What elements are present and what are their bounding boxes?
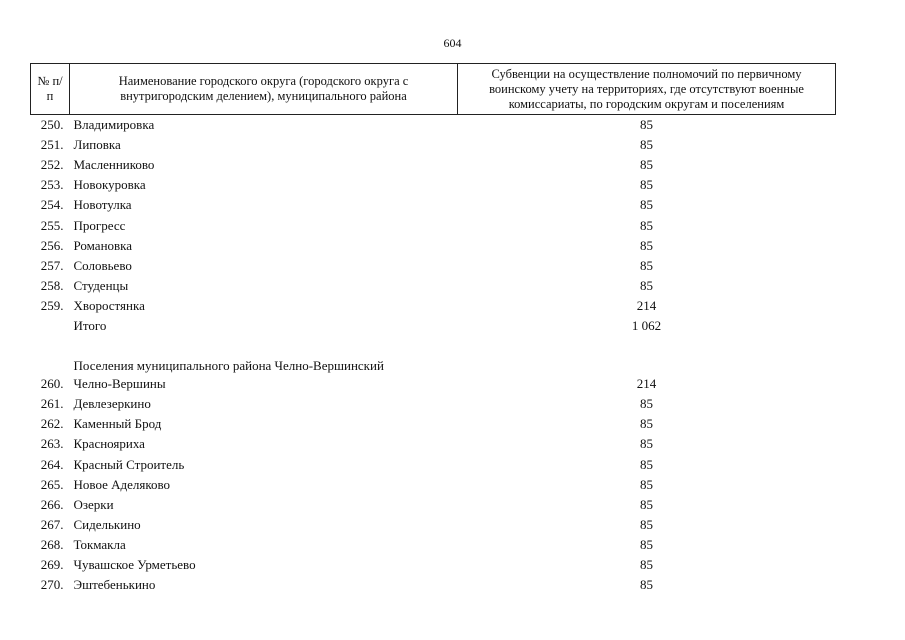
row-number: 251. bbox=[40, 137, 64, 153]
row-number: 254. bbox=[40, 197, 64, 213]
row-value: 85 bbox=[640, 556, 653, 572]
row-name: Липовка bbox=[73, 137, 121, 153]
table-header bbox=[31, 64, 836, 115]
row-value: 85 bbox=[640, 436, 653, 452]
table-row bbox=[31, 535, 836, 555]
row-value bbox=[458, 336, 836, 374]
subventions-table bbox=[30, 63, 836, 595]
row-number: 250. bbox=[40, 117, 64, 133]
row-value: 85 bbox=[640, 237, 653, 253]
row-value: 214 bbox=[636, 297, 657, 313]
row-value: 85 bbox=[640, 396, 653, 412]
table-row bbox=[31, 394, 836, 414]
row-number: 266. bbox=[40, 496, 64, 512]
table-row bbox=[31, 374, 836, 394]
row-number: 264. bbox=[40, 456, 64, 472]
table-row bbox=[31, 515, 836, 535]
row-name: Масленниково bbox=[73, 157, 155, 173]
row-number: 265. bbox=[40, 476, 64, 492]
row-value: 85 bbox=[640, 476, 653, 492]
row-value: 85 bbox=[640, 257, 653, 273]
row-number: 260. bbox=[40, 376, 64, 392]
row-name: Хворостянка bbox=[73, 297, 145, 313]
row-number: 257. bbox=[40, 257, 64, 273]
row-number: 267. bbox=[40, 516, 64, 532]
row-name: Соловьево bbox=[73, 257, 132, 273]
row-value: 85 bbox=[640, 137, 653, 153]
table-row bbox=[31, 296, 836, 316]
row-value: 1 062 bbox=[631, 318, 662, 334]
table-row bbox=[31, 475, 836, 495]
row-value: 85 bbox=[640, 577, 653, 593]
table-row bbox=[31, 276, 836, 296]
row-value: 214 bbox=[636, 376, 657, 392]
table-row bbox=[31, 495, 836, 515]
table-row bbox=[31, 215, 836, 235]
row-number: 263. bbox=[40, 436, 64, 452]
table-row bbox=[31, 434, 836, 454]
row-value: 85 bbox=[640, 177, 653, 193]
row-name: Краснояриха bbox=[73, 436, 145, 452]
row-name: Романовка bbox=[73, 237, 133, 253]
row-value: 85 bbox=[640, 516, 653, 532]
row-number: 270. bbox=[40, 577, 64, 593]
row-name: Челно-Вершины bbox=[73, 376, 166, 392]
header-name: Наименование городского округа (городского округа с внутригородским делением), муниципального района bbox=[70, 64, 458, 115]
row-name: Новое Аделяково bbox=[73, 476, 171, 492]
row-number: 256. bbox=[40, 237, 64, 253]
table-row bbox=[31, 195, 836, 215]
table-row bbox=[31, 256, 836, 276]
row-name: Чувашское Урметьево bbox=[73, 556, 196, 572]
row-number: 262. bbox=[40, 416, 64, 432]
page-number: 604 bbox=[443, 36, 462, 50]
row-name: Итого bbox=[73, 318, 107, 334]
row-value: 85 bbox=[640, 277, 653, 293]
table-body bbox=[31, 115, 836, 596]
row-number bbox=[31, 316, 70, 336]
row-name: Сиделькино bbox=[73, 516, 141, 532]
row-name: Новотулка bbox=[73, 197, 132, 213]
row-name: Прогресс bbox=[73, 217, 126, 233]
row-number: 253. bbox=[40, 177, 64, 193]
row-name: Каменный Брод bbox=[73, 416, 162, 432]
table-row bbox=[31, 316, 836, 336]
row-name: Токмакла bbox=[73, 536, 126, 552]
row-value: 85 bbox=[640, 456, 653, 472]
row-number bbox=[31, 336, 70, 374]
row-number: 252. bbox=[40, 157, 64, 173]
table-row bbox=[31, 135, 836, 155]
row-value: 85 bbox=[640, 117, 653, 133]
row-value: 85 bbox=[640, 416, 653, 432]
table-row bbox=[31, 155, 836, 175]
header-num: № п/п bbox=[31, 64, 70, 115]
row-name: Эштебенькино bbox=[73, 577, 156, 593]
table-row bbox=[31, 575, 836, 595]
table-row bbox=[31, 115, 836, 136]
row-number: 255. bbox=[40, 217, 64, 233]
row-value: 85 bbox=[640, 197, 653, 213]
row-name: Красный Строитель bbox=[73, 456, 185, 472]
table-row bbox=[31, 555, 836, 575]
row-name: Владимировка bbox=[73, 117, 155, 133]
row-value: 85 bbox=[640, 536, 653, 552]
row-name: Студенцы bbox=[73, 277, 129, 293]
table-row bbox=[31, 236, 836, 256]
row-value: 85 bbox=[640, 157, 653, 173]
row-number: 269. bbox=[40, 556, 64, 572]
row-number: 259. bbox=[40, 297, 64, 313]
row-name: Поселения муниципального района Челно-Вершинский bbox=[73, 358, 384, 374]
header-value: Субвенции на осуществление полномочий по первичному воинскому учету на территориях, где отсутствуют военные комиссариаты, по городским округам и поселениям bbox=[458, 64, 836, 115]
row-number: 268. bbox=[40, 536, 64, 552]
row-name: Озерки bbox=[73, 496, 114, 512]
row-name: Девлезеркино bbox=[73, 396, 151, 412]
row-value: 85 bbox=[640, 217, 653, 233]
row-number: 261. bbox=[40, 396, 64, 412]
row-name: Новокуровка bbox=[73, 177, 146, 193]
table-row bbox=[31, 175, 836, 195]
table-row bbox=[31, 454, 836, 474]
row-number: 258. bbox=[40, 277, 64, 293]
table-row bbox=[31, 414, 836, 434]
table-row bbox=[31, 336, 836, 374]
row-value: 85 bbox=[640, 496, 653, 512]
